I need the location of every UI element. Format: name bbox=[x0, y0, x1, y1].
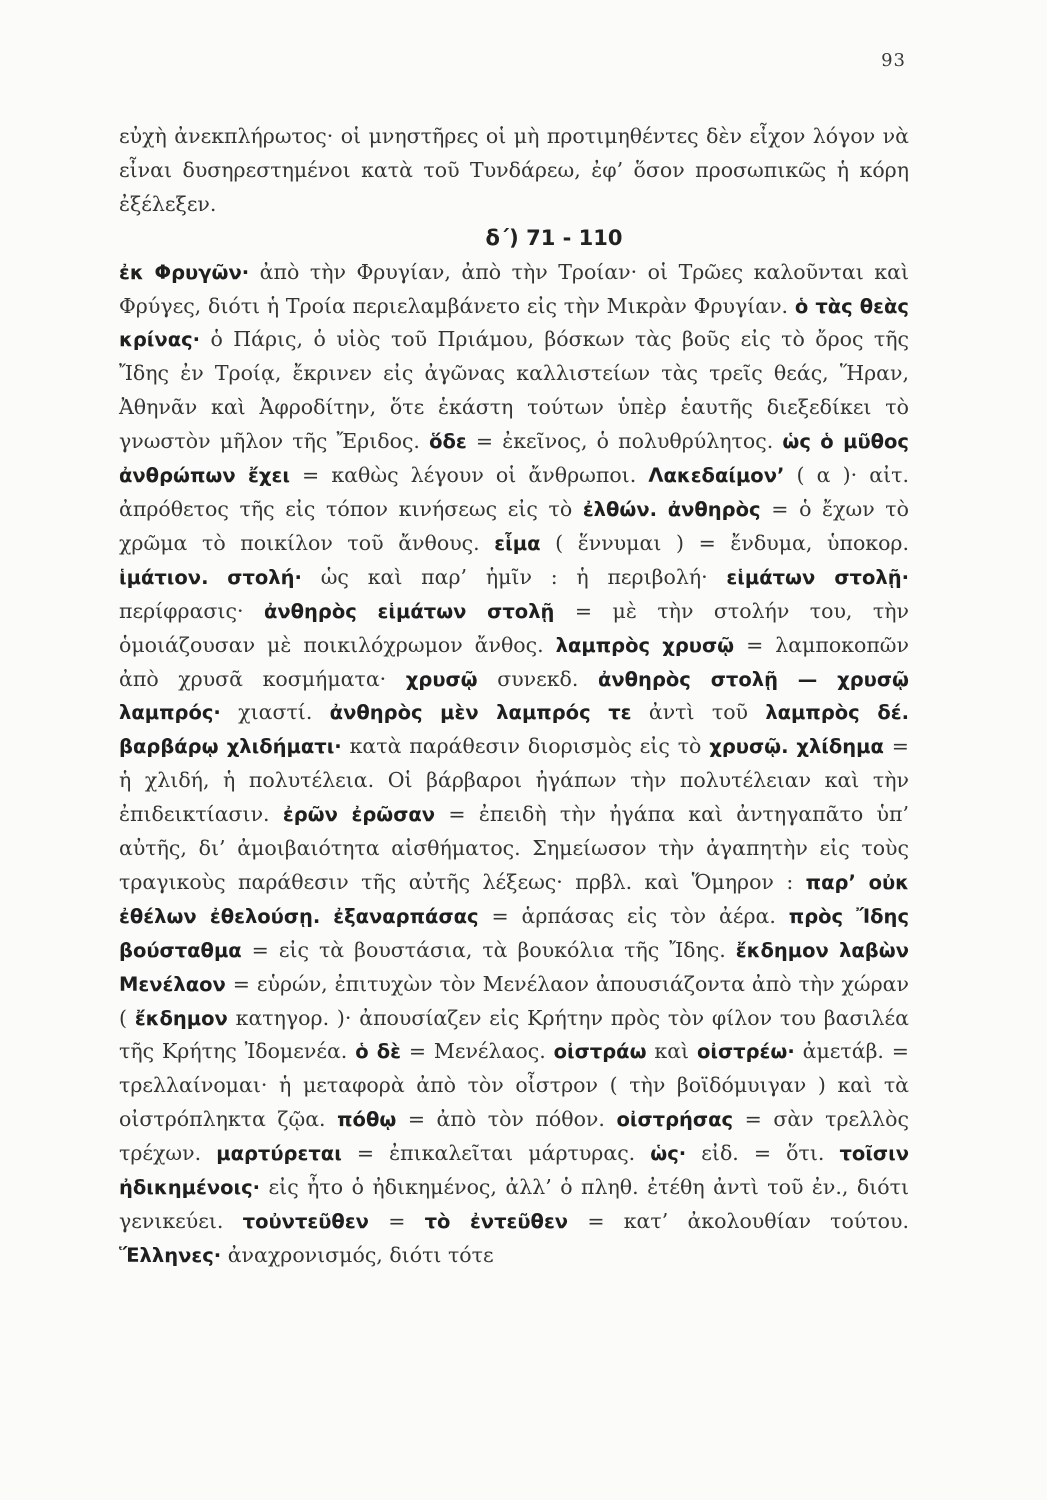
lemma: οἰστράω bbox=[553, 1040, 647, 1064]
lemma: εἷμα bbox=[494, 531, 541, 555]
lemma: χλίδημα bbox=[796, 735, 884, 759]
lemma: ἔκδημον λαβὼν Μενέλαον bbox=[119, 938, 909, 996]
lemma: ἀνθηρὸς εἱμάτων στολῇ bbox=[263, 599, 555, 623]
lemma: οἰστρέω· bbox=[696, 1040, 795, 1064]
intro-paragraph: εὐχὴ ἀνεκπλήρωτος· οἱ μνηστῆρες οἱ μὴ προτιμηθέντες δὲν εἶχον λόγον νὰ εἶναι δυσηρεστημένοι κατὰ τοῦ Τυνδάρεω, ἐφ’ ὅσον προσωπικῶς ἡ κόρη ἐξέλεξεν. bbox=[119, 124, 909, 216]
lemma: τὸ ἐντεῦθεν bbox=[424, 1210, 569, 1233]
gloss: ἀντὶ τοῦ bbox=[631, 700, 766, 725]
gloss: χιαστί. bbox=[220, 700, 330, 725]
lemma: βαρβάρῳ χλιδήματι· bbox=[119, 735, 342, 759]
lemma: ἀνθηρὸς στολῇ — χρυσῷ λαμπρός· bbox=[119, 667, 909, 725]
gloss: = ὁ ἔχων τὸ χρῶμα τὸ ποικίλον τοῦ ἄνθους. bbox=[119, 496, 909, 555]
gloss: = Μενέλαος. bbox=[400, 1039, 554, 1064]
gloss: = ἐπικαλεῖται μάρτυρας. bbox=[341, 1141, 651, 1166]
gloss: ( ἕννυμαι ) = ἔνδυμα, ὑποκορ. bbox=[540, 530, 910, 555]
gloss: ὡς καὶ παρ’ ἡμῖν : ἡ περιβολή· bbox=[301, 564, 727, 589]
gloss: εἰδ. = ὅτι. bbox=[686, 1141, 840, 1166]
lemma: ὡς· bbox=[650, 1142, 687, 1166]
gloss bbox=[657, 497, 668, 521]
gloss: = σὰν τρελλὸς τρέχων. bbox=[119, 1107, 909, 1166]
gloss: = ἐκεῖνος, ὁ πολυθρύλητος. bbox=[466, 429, 783, 454]
gloss: = εἰς τὰ βουστάσια, τὰ βουκόλια τῆς Ἴδης. bbox=[241, 937, 736, 962]
gloss: = ἁρπάσας εἰς τὸν ἀέρα. bbox=[478, 903, 789, 928]
gloss: περίφρασις· bbox=[119, 598, 264, 623]
gloss: ἀμετάβ. = τρελλαίνομαι· ἡ μεταφορὰ ἀπὸ τὸν οἶστρον ( τὴν βοϊδόμυιγαν ) καὶ τὰ οἰστρόπληκτα ζῷα. bbox=[119, 1039, 909, 1132]
lemma: ἱμάτιον. bbox=[119, 565, 209, 589]
lemma: ἀνθηρὸς μὲν λαμπρός τε bbox=[329, 701, 632, 725]
gloss: κατηγορ. )· ἀπουσίαζεν εἰς Κρήτην πρὸς τὸν φίλον του βασιλέα τῆς Κρήτης Ἰδομενέα. bbox=[119, 1005, 909, 1064]
lemma: παρ’ οὐκ ἐθέλων ἐθελούσῃ. bbox=[119, 870, 909, 928]
section-heading: δ΄) 71 - 110 bbox=[485, 225, 623, 250]
lemma: εἱμάτων στολῇ· bbox=[726, 565, 909, 589]
gloss: = bbox=[368, 1209, 425, 1233]
gloss: εἰς ἦτο ὁ ἠδικημένος, ἀλλ’ ὁ πληθ. ἐτέθη ἀντὶ τοῦ ἐν., διότι γενικεύει. bbox=[119, 1175, 909, 1233]
lemma: ἐλθών. bbox=[582, 497, 658, 521]
lemma: ἐξαναρπάσας bbox=[333, 904, 479, 928]
lemma: χρυσῷ. bbox=[709, 735, 789, 759]
lemma: οἰστρήσας bbox=[616, 1108, 734, 1132]
lemma: ἐρῶν ἐρῶσαν bbox=[282, 803, 436, 827]
gloss: = λαμποκοπῶν ἀπὸ χρυσᾶ κοσμήματα· bbox=[119, 632, 909, 691]
lemma: λαμπρὸς δέ. bbox=[765, 701, 909, 725]
lemma: ὡς ὁ μῦθος ἀνθρώπων ἔχει bbox=[119, 430, 909, 488]
lemma: τοῖσιν ἠδικημένοις· bbox=[119, 1142, 909, 1200]
gloss: ( α )· αἰτ. ἀπρόθετος τῆς εἰς τόπον κινήσεως εἰς τὸ bbox=[119, 463, 909, 521]
lemma: Λακεδαίμον’ bbox=[648, 464, 785, 488]
gloss: κατὰ παράθεσιν διορισμὸς εἰς τὸ bbox=[341, 734, 710, 759]
commentary-text bbox=[119, 120, 909, 1273]
lemma: ἔκδημον bbox=[134, 1006, 228, 1030]
gloss: = ἐπειδὴ τὴν ἠγάπα καὶ ἀντηγαπᾶτο ὑπ’ αὐτῆς, δι’ ἀμοιβαιότητα αἰσθήματος. Σημείωσον τὴν ἀγαπητὴν εἰς τοὺς τραγικοὺς παράθεσιν τῆς αὐτῆς λέξεως· πρβλ. καὶ Ὅμηρον : bbox=[119, 802, 909, 894]
gloss: καὶ bbox=[646, 1039, 697, 1064]
gloss bbox=[208, 565, 227, 589]
lemma: τοὐντεῦθεν bbox=[242, 1210, 369, 1233]
lemma: πρὸς Ἴδης βούσταθμα bbox=[119, 904, 909, 962]
lemma: ὁ τὰς θεὰς κρίνας· bbox=[119, 294, 909, 352]
gloss: συνεκδ. bbox=[477, 666, 598, 691]
lemma: λαμπρὸς χρυσῷ bbox=[555, 633, 735, 657]
gloss: ἀναχρονισμός, διότι τότε bbox=[221, 1242, 494, 1267]
gloss: ὁ Πάρις, ὁ υἱὸς τοῦ Πριάμου, βόσκων τὰς βοῦς εἰς τὸ ὄρος τῆς Ἴδης ἐν Τροίᾳ, ἔκρινεν εἰς ἀγῶνας καλλιστείων τὰς τρεῖς θεάς, Ἥραν, Ἀθηνᾶν καὶ Ἀφροδίτην, ὅτε ἑκάστη τούτων ὑπὲρ ἑαυτῆς διεξεδίκει τὸ γνωστὸν μῆλον τῆς Ἔριδος. bbox=[119, 327, 909, 454]
lemma: ὁ δὲ bbox=[355, 1040, 401, 1064]
gloss: ἀπὸ τὴν Φρυγίαν, ἀπὸ τὴν Τροίαν· οἱ Τρῶες καλοῦνται καὶ Φρύγες, διότι ἡ Τροία περιελαμβάνετο εἰς τὴν Μικρὰν Φρυγίαν. bbox=[119, 259, 910, 318]
gloss: = μὲ τὴν στολήν του, τὴν ὁμοιάζουσαν μὲ ποικιλόχρωμον ἄνθος. bbox=[119, 598, 909, 657]
lemma: στολή· bbox=[227, 565, 302, 589]
gloss: = κατ’ ἀκολουθίαν τούτου. bbox=[568, 1209, 909, 1233]
lemma: χρυσῷ bbox=[405, 667, 478, 691]
lemma: μαρτύρεται bbox=[216, 1142, 342, 1166]
lemma: πόθῳ bbox=[337, 1108, 397, 1132]
gloss bbox=[320, 904, 333, 928]
page-number: 93 bbox=[881, 50, 906, 71]
commentary-paragraph bbox=[119, 256, 909, 1273]
gloss: = εὑρών, ἐπιτυχὼν τὸν Μενέλαον ἀπουσιάζοντα ἀπὸ τὴν χώραν ( bbox=[119, 971, 909, 1030]
gloss: = καθὼς λέγουν οἱ ἄνθρωποι. bbox=[289, 463, 649, 488]
lemma: ὅδε bbox=[429, 430, 467, 454]
lemma: ἐκ Φρυγῶν· bbox=[119, 260, 250, 284]
lemma: ἀνθηρὸς bbox=[667, 497, 761, 521]
gloss: = ἀπὸ τὸν πόθον. bbox=[396, 1107, 617, 1132]
lemma: Ἕλληνες· bbox=[119, 1243, 222, 1267]
gloss: = ἡ χλιδή, ἡ πολυτέλεια. Οἱ βάρβαροι ἠγάπων τὴν πολυτέλειαν καὶ τὴν ἐπιδεικτίασιν. bbox=[119, 734, 909, 827]
